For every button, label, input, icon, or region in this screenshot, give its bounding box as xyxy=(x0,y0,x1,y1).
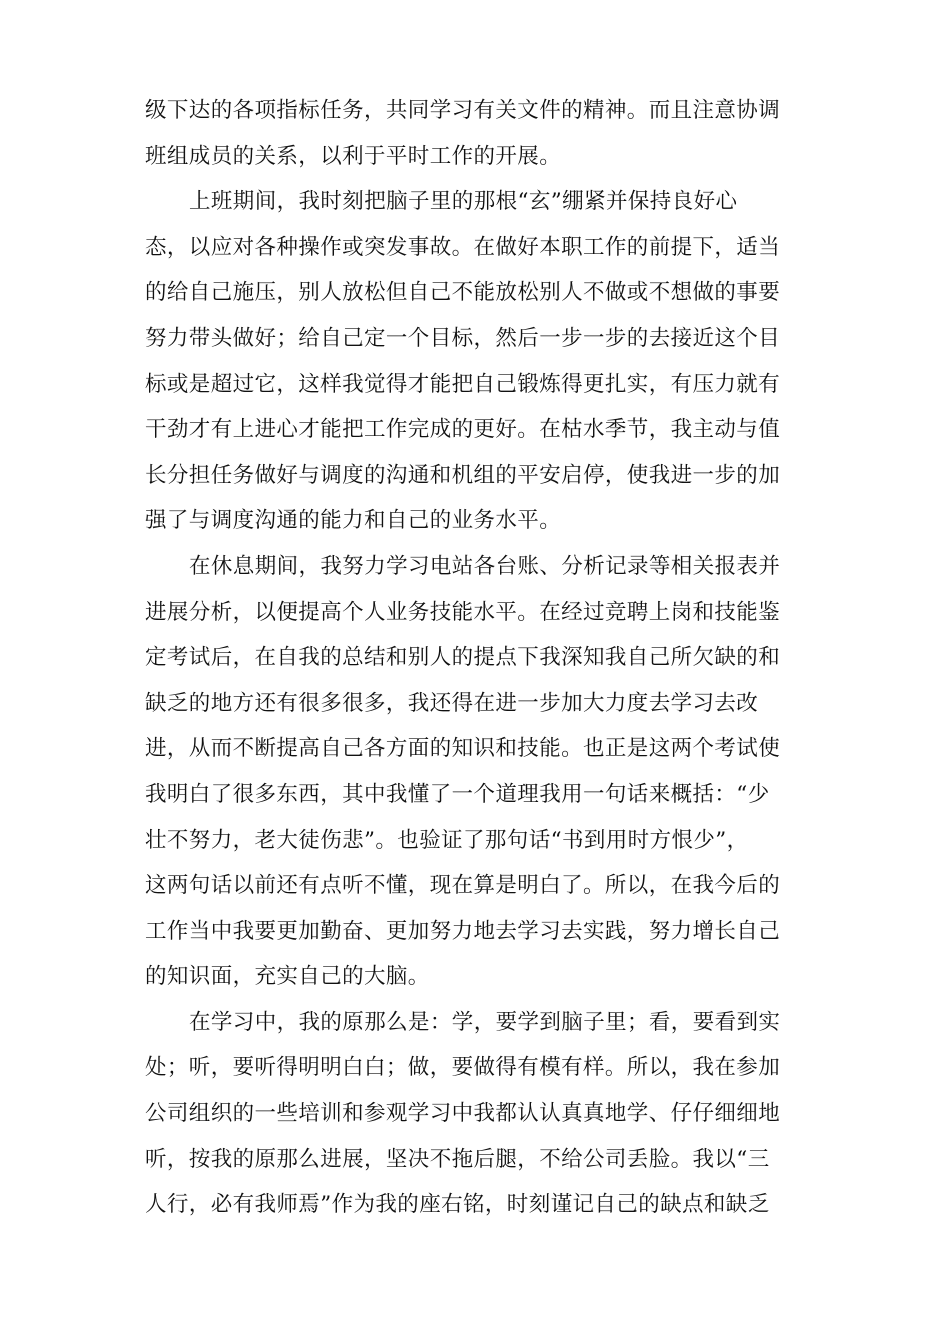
text-line: 的知识面，充实自己的大脑。 xyxy=(145,964,430,990)
text-line: 定考试后，在自我的总结和别人的提点下我深知我自己所欠缺的和 xyxy=(145,645,781,671)
paragraph-first-line: 在休息期间，我努力学习电站各台账、分析记录等相关报表并 xyxy=(189,553,781,579)
text-line: 这两句话以前还有点听不懂，现在算是明白了。所以，在我今后的 xyxy=(145,873,781,899)
body-text xyxy=(145,88,805,1228)
paragraph-first-line: 在学习中，我的原那么是：学，要学到脑子里；看，要看到实 xyxy=(189,1009,781,1035)
text-line: 态，以应对各种操作或突发事故。在做好本职工作的前提下，适当 xyxy=(145,234,781,260)
text-line: 进展分析，以便提高个人业务技能水平。在经过竞聘上岗和技能鉴 xyxy=(145,599,781,625)
text-line: 强了与调度沟通的能力和自己的业务水平。 xyxy=(145,508,562,534)
text-line: 长分担任务做好与调度的沟通和机组的平安启停，使我进一步的加 xyxy=(145,462,781,488)
text-line: 标或是超过它，这样我觉得才能把自己锻炼得更扎实，有压力就有 xyxy=(145,371,781,397)
text-line: 壮不努力，老大徒伤悲”。也验证了那句话“书到用时方恨少”， xyxy=(145,827,749,853)
text-line: 人行，必有我师焉”作为我的座右铭，时刻谨记自己的缺点和缺乏 xyxy=(145,1192,770,1218)
text-line: 工作当中我要更加勤奋、更加努力地去学习去实践，努力增长自己 xyxy=(145,918,781,944)
paragraph-first-line: 上班期间，我时刻把脑子里的那根“玄”绷紧并保持良好心 xyxy=(189,189,738,215)
text-line: 努力带头做好；给自己定一个目标，然后一步一步的去接近这个目 xyxy=(145,325,781,351)
text-line: 班组成员的关系，以利于平时工作的开展。 xyxy=(145,143,562,169)
text-line: 我明白了很多东西，其中我懂了一个道理我用一句话来概括：“少 xyxy=(145,781,770,807)
text-line: 听，按我的原那么进展，坚决不拖后腿，不给公司丢脸。我以“三 xyxy=(145,1146,770,1172)
text-line: 公司组织的一些培训和参观学习中我都认认真真地学、仔仔细细地 xyxy=(145,1101,781,1127)
text-line: 进，从而不断提高自己各方面的知识和技能。也正是这两个考试使 xyxy=(145,736,781,762)
text-line: 级下达的各项指标任务，共同学习有关文件的精神。而且注意协调 xyxy=(145,98,781,123)
text-line: 处；听，要听得明明白白；做，要做得有模有样。所以，我在参加 xyxy=(145,1055,781,1081)
text-line: 缺乏的地方还有很多很多，我还得在进一步加大力度去学习去改 xyxy=(145,690,759,716)
text-line: 的给自己施压，别人放松但自己不能放松别人不做或不想做的事要 xyxy=(145,280,781,306)
text-line: 干劲才有上进心才能把工作完成的更好。在枯水季节，我主动与值 xyxy=(145,417,781,443)
